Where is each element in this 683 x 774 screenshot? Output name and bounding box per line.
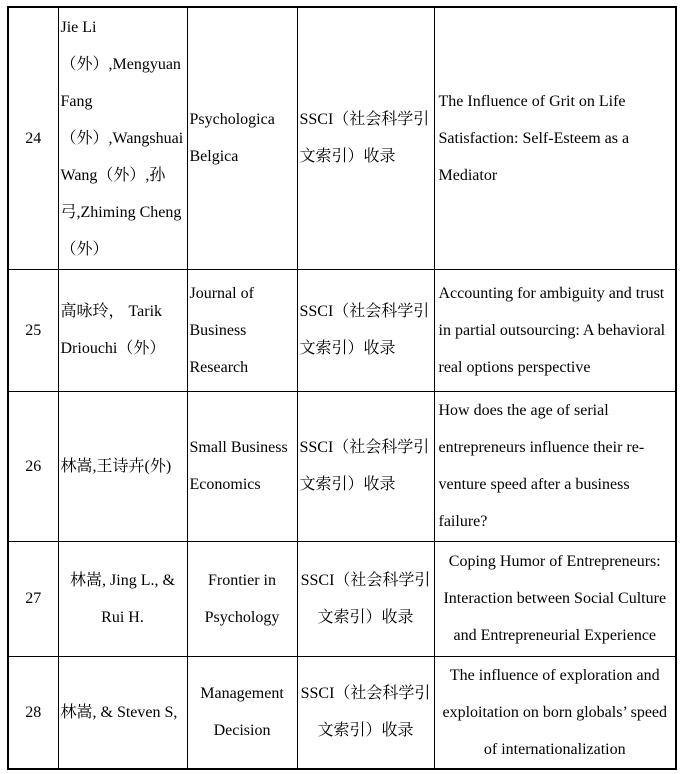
journal-cell: Management Decision [187, 656, 297, 769]
indexing-cell: SSCI（社会科学引文索引）收录 [297, 656, 434, 769]
title-cell: Coping Humor of Entrepreneurs: Interaction between Social Culture and Entrepreneurial Experience [434, 541, 676, 656]
table-row [8, 656, 676, 769]
journal-cell: Frontier in Psychology [187, 541, 297, 656]
row-number-cell: 27 [8, 541, 58, 656]
authors-cell: 高咏玲， Tarik Driouchi（外） [58, 269, 187, 391]
row-number-cell: 24 [8, 7, 58, 269]
table-row [8, 391, 676, 541]
table-row [8, 541, 676, 656]
authors-cell: 林嵩, & Steven S, [58, 656, 187, 769]
row-number-cell: 28 [8, 656, 58, 769]
indexing-cell: SSCI（社会科学引文索引）收录 [297, 391, 434, 541]
row-number-cell: 25 [8, 269, 58, 391]
authors-cell: Jie Li（外）,Mengyuan Fang（外）,Wangshuai Wang（外）,孙弓,Zhiming Cheng（外） [58, 7, 187, 269]
table-row [8, 269, 676, 391]
title-cell: The influence of exploration and exploitation on born globals’ speed of internationalization [434, 656, 676, 769]
table-row [8, 7, 676, 269]
authors-cell: 林嵩, Jing L., & Rui H. [58, 541, 187, 656]
title-cell: The Influence of Grit on Life Satisfaction: Self-Esteem as a Mediator [434, 7, 676, 269]
indexing-cell: SSCI（社会科学引文索引）收录 [297, 541, 434, 656]
indexing-cell: SSCI（社会科学引文索引）收录 [297, 269, 434, 391]
journal-cell: Journal of Business Research [187, 269, 297, 391]
title-cell: Accounting for ambiguity and trust in partial outsourcing: A behavioral real options perspective [434, 269, 676, 391]
title-cell: How does the age of serial entrepreneurs influence their re-venture speed after a business failure? [434, 391, 676, 541]
row-number-cell: 26 [8, 391, 58, 541]
authors-cell: 林嵩,王诗卉(外) [58, 391, 187, 541]
publications-table [7, 6, 677, 770]
indexing-cell: SSCI（社会科学引文索引）收录 [297, 7, 434, 269]
journal-cell: Psychologica Belgica [187, 7, 297, 269]
journal-cell: Small Business Economics [187, 391, 297, 541]
